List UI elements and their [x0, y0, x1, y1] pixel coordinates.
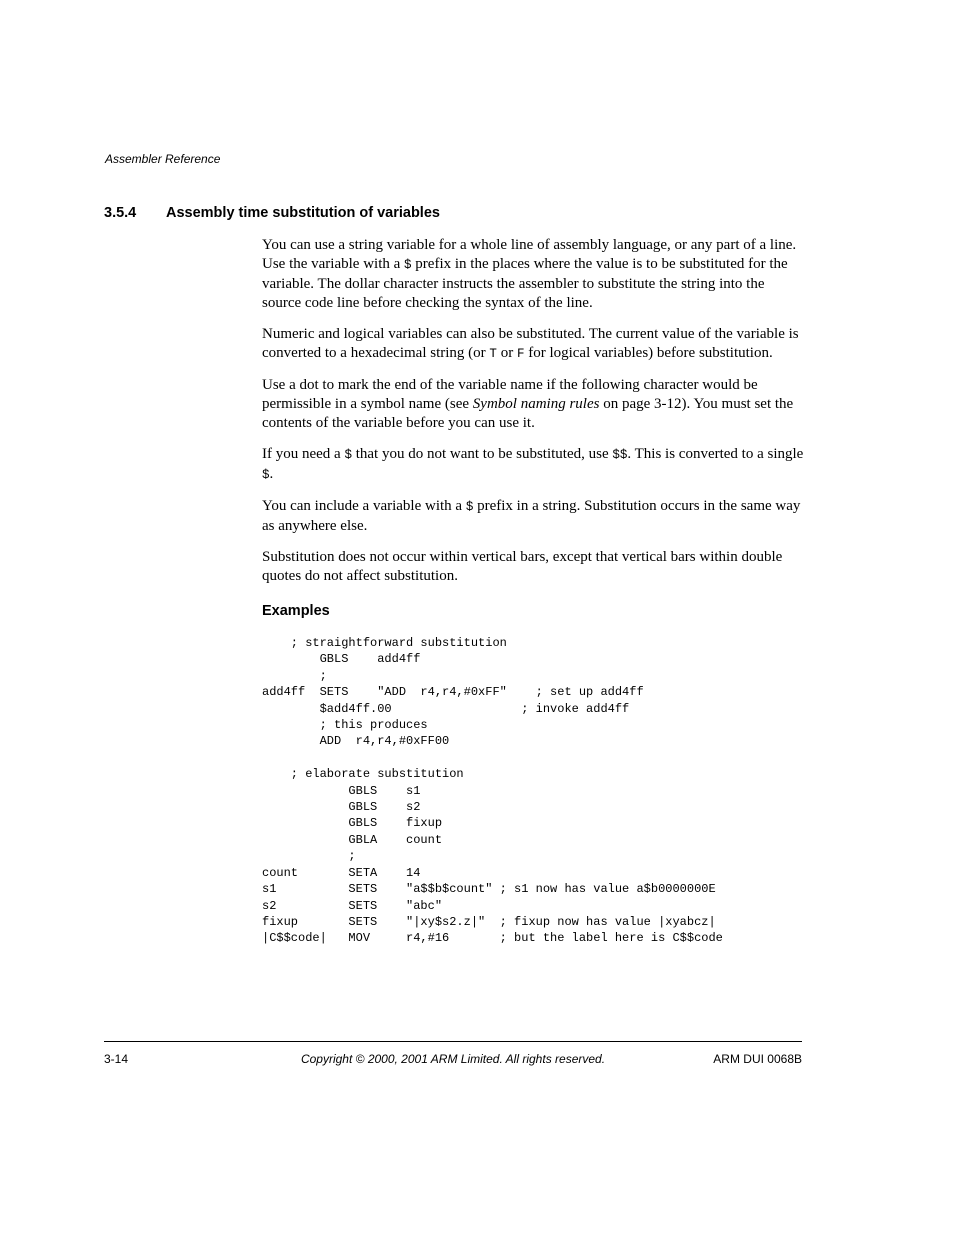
inline-code: $ [465, 500, 474, 514]
inline-code: $ [404, 258, 412, 272]
text-run: Use a dot to mark the end of the variable name if the following character would be permissible in a symbol name (see [262, 377, 758, 412]
examples-heading: Examples [262, 603, 330, 619]
text-run: You can include a variable with a [262, 498, 466, 514]
paragraph-2 [262, 325, 807, 364]
cross-reference-link[interactable]: Symbol naming rules [472, 396, 600, 412]
inline-code: $$ [612, 448, 628, 462]
text-run: . This is converted to a single [627, 446, 804, 462]
paragraph-1 [262, 236, 807, 313]
inline-code: $ [344, 448, 352, 462]
running-header: Assembler Reference [105, 152, 221, 166]
text-run: prefix in a string. Substitution occurs in the same way as anywhere else. [262, 498, 801, 534]
body-text [262, 236, 807, 598]
text-run: Numeric and logical variables can also be substituted. The current value of the variable is converted to a hexadecimal string (or [262, 326, 799, 361]
inline-code: T [489, 347, 497, 361]
paragraph-3 [262, 376, 807, 433]
inline-code: $ [262, 468, 270, 482]
text-run: for logical variables) before substitution. [524, 345, 773, 361]
inline-code: F [516, 347, 525, 361]
text-run: or [496, 345, 517, 361]
text-run: that you do not want to be substituted, use [351, 446, 613, 462]
paragraph-6 [262, 548, 807, 586]
text-run: Substitution does not occur within vertical bars, except that vertical bars within double quotes do not affect substitution. [262, 549, 783, 584]
section-number: 3.5.4 [104, 205, 137, 221]
copyright-notice: Copyright © 2000, 2001 ARM Limited. All rights reserved. [300, 1052, 606, 1066]
text-run: You can use a string variable for a whole line of assembly language, or any part of a line. Use the variable with a [262, 237, 797, 272]
section-heading [104, 205, 440, 221]
text-run: . [269, 466, 274, 482]
paragraph-5 [262, 497, 807, 536]
text-run: If you need a [262, 446, 345, 462]
document-id: ARM DUI 0068B [713, 1052, 802, 1066]
page-number: 3-14 [104, 1052, 129, 1066]
text-run: prefix in the places where the value is to be substituted for the variable. The dollar character instructs the assembler to substitute the string into the source code line before checking the syntax of the line. [262, 256, 788, 311]
text-run: on page 3-12). You must set the contents of the variable before you can use it. [262, 396, 794, 431]
section-title: Assembly time substitution of variables [166, 205, 440, 221]
code-example: ; straightforward substitution GBLS add4ff ; add4ff SETS "ADD r4,r4,#0xFF" ; set up add4ff $add4ff.00 ; invoke add4ff ; this produces ADD r4,r4,#0xFF00 ; elaborate substitution GBLS s1 GBLS s2 GBLS fixup GBLA count ; count SETA 14 s1 SETS "a$$b$count" ; s1 now has value a$b0000000E s2 SETS "abc" fixup SETS "|xy$s2.z|" ; fixup now has value |xyabcz| |C$$code| MOV r4,#16 ; but the label here is C$$code [262, 636, 723, 946]
footer-divider [104, 1041, 802, 1042]
paragraph-4 [262, 445, 807, 485]
